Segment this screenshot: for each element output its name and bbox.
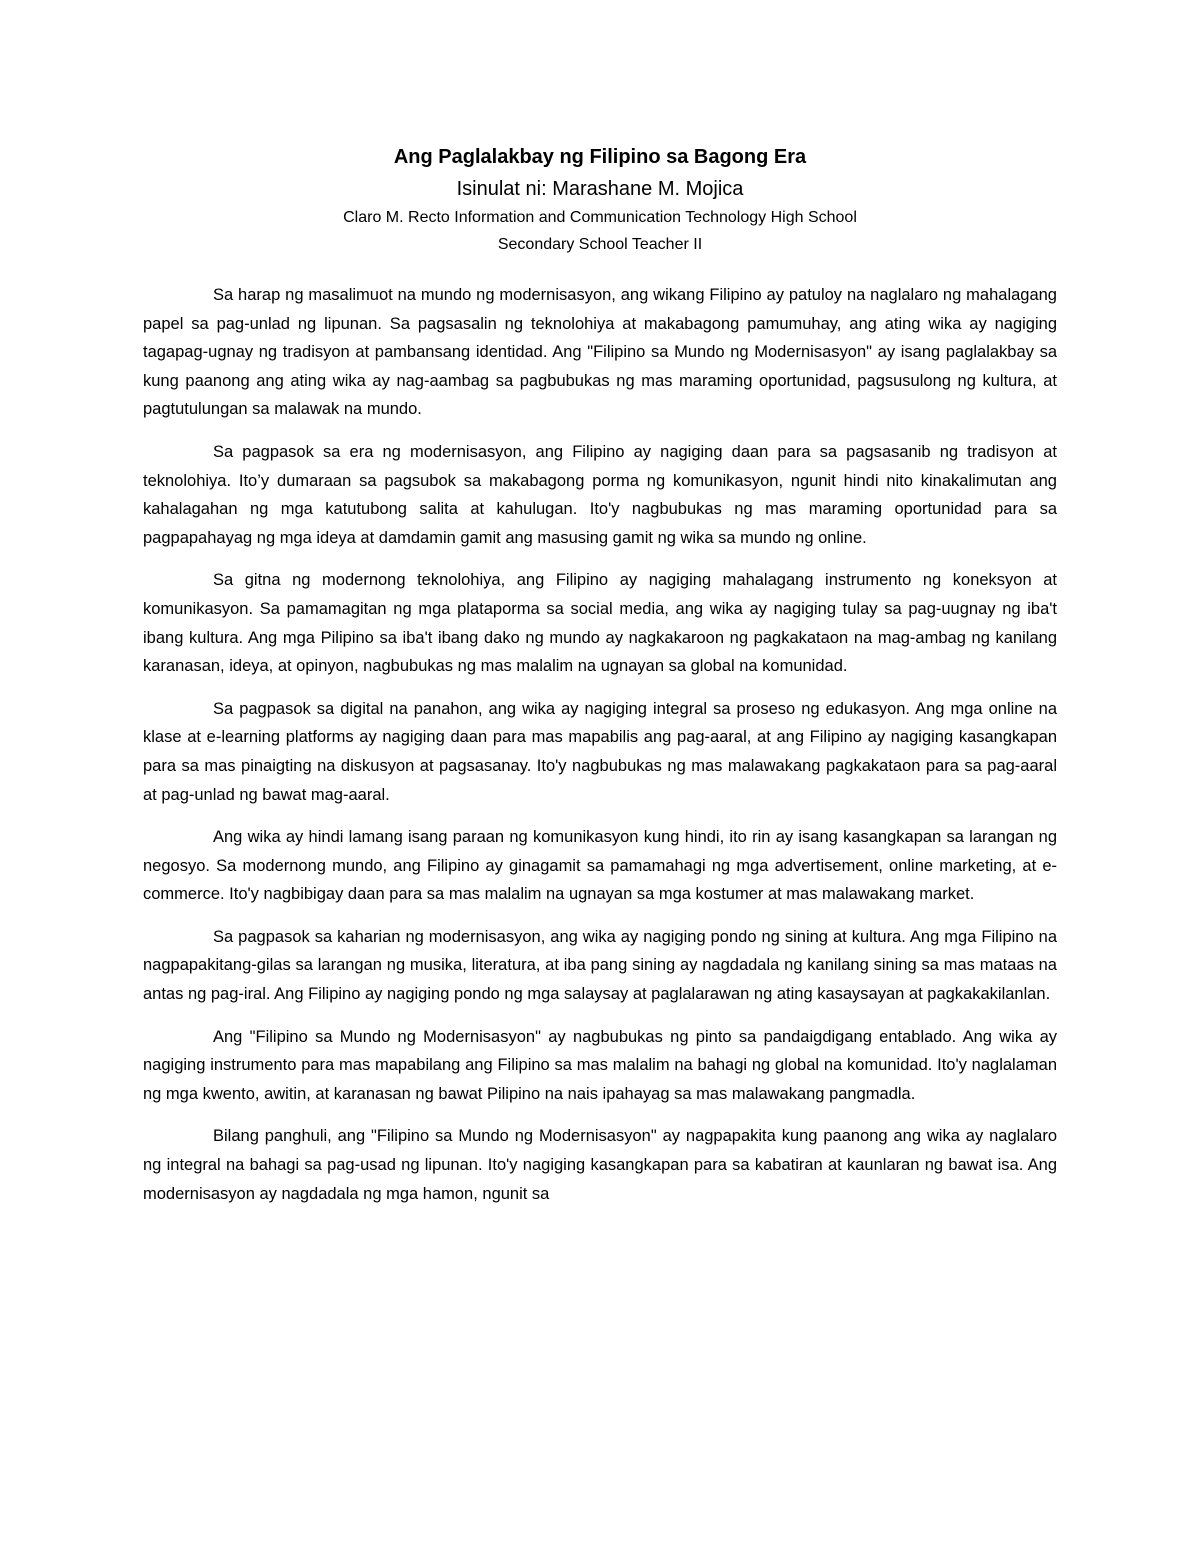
paragraph-7: Ang "Filipino sa Mundo ng Modernisasyon" ay nagbubukas ng pinto sa pandaigdigang entablado. Ang wika ay nagiging instrumento para mas mapabilang ang Filipino sa mas malalim na bahagi ng global na komunidad. Ito'y naglalaman ng mga kwento, awitin, at karanasan ng bawat Pilipino na nais ipahayag sa mas malawakang pangmadla. xyxy=(143,1027,1057,1103)
document-header xyxy=(0,140,1200,258)
document-title: Ang Paglalakbay ng Filipino sa Bagong Era xyxy=(393,146,807,168)
document-body xyxy=(143,281,1057,1222)
paragraph-4: Sa pagpasok sa digital na panahon, ang wika ay nagiging integral sa proseso ng edukasyon. Ang mga online na klase at e-learning platforms ay nagiging daan para mas mapabilis ang pag-aaral, at ang Filipino ay nagiging kasangkapan para sa mas pinaigting na diskusyon at pagsasanay. Ito'y nagbubukas ng mas malawakang pagkakataon para sa pag-aaral at pag-unlad ng bawat mag-aaral. xyxy=(143,699,1057,804)
document-school: Claro M. Recto Information and Communication Technology High School xyxy=(343,209,857,226)
paragraph-2: Sa pagpasok sa era ng modernisasyon, ang Filipino ay nagiging daan para sa pagsasanib ng tradisyon at teknolohiya. Ito’y dumaraan sa pagsubok sa makabagong porma ng komunikasyon, ngunit hindi nito kinakalimutan ang kahalagahan ng mga katutubong salita at kahulugan. Ito'y nagbubukas ng mas maraming oportunidad para sa pagpapahayag ng mga ideya at damdamin gamit ang masusing gamit ng wika sa mundo ng online. xyxy=(143,442,1057,547)
document-position: Secondary School Teacher II xyxy=(497,236,703,253)
paragraph-6: Sa pagpasok sa kaharian ng modernisasyon, ang wika ay nagiging pondo ng sining at kultura. Ang mga Filipino na nagpapakitang-gilas sa larangan ng musika, literatura, at iba pang sining ay nagdadala ng kanilang sining sa mas mataas na antas ng pag-iral. Ang Filipino ay nagiging pondo ng mga salaysay at paglalarawan ng ating kasaysayan at pagkakakilanlan. xyxy=(143,927,1057,1004)
paragraph-8: Bilang panghuli, ang "Filipino sa Mundo ng Modernisasyon" ay nagpapakita kung paanong ang wika ay naglalaro ng integral na bahagi sa pag-usad ng lipunan. Ito'y nagiging kasangkapan para sa kabatiran at kaunlaran ng bawat isa. Ang modernisasyon ay nagdadala ng mga hamon, ngunit sa xyxy=(143,1127,1057,1203)
paragraph-5: Ang wika ay hindi lamang isang paraan ng komunikasyon kung hindi, ito rin ay isang kasangkapan sa larangan ng negosyo. Sa modernong mundo, ang Filipino ay ginagamit sa pamamahagi ng mga advertisement, online marketing, at e-commerce. Ito'y nagbibigay daan para sa mas malalim na ugnayan sa mga kostumer at mas malawakang market. xyxy=(143,828,1057,904)
document-author: Isinulat ni: Marashane M. Mojica xyxy=(456,178,744,200)
paragraph-1: Sa harap ng masalimuot na mundo ng modernisasyon, ang wikang Filipino ay patuloy na naglalaro ng mahalagang papel sa pag-unlad ng lipunan. Sa pagsasalin ng teknolohiya at makabagong pamumuhay, ang ating wika ay nagiging tagapag-ugnay ng tradisyon at pambansang identidad. Ang "Filipino sa Mundo ng Modernisasyon" ay isang paglalakbay sa kung paanong ang ating wika ay nag-aambag sa pagbubukas ng mas maraming oportunidad, pagsusulong ng kultura, at pagtutulungan sa malawak na mundo. xyxy=(143,286,1057,419)
paragraph-3: Sa gitna ng modernong teknolohiya, ang Filipino ay nagiging mahalagang instrumento ng koneksyon at komunikasyon. Sa pamamagitan ng mga plataporma sa social media, ang wika ay nagiging tulay sa pag-uugnay ng iba't ibang kultura. Ang mga Pilipino sa iba't ibang dako ng mundo ay nagkakaroon ng pagkakataon na mag-ambag ng kanilang karanasan, ideya, at opinyon, nagbubukas ng mas malalim na ugnayan sa global na komunidad. xyxy=(143,571,1057,676)
